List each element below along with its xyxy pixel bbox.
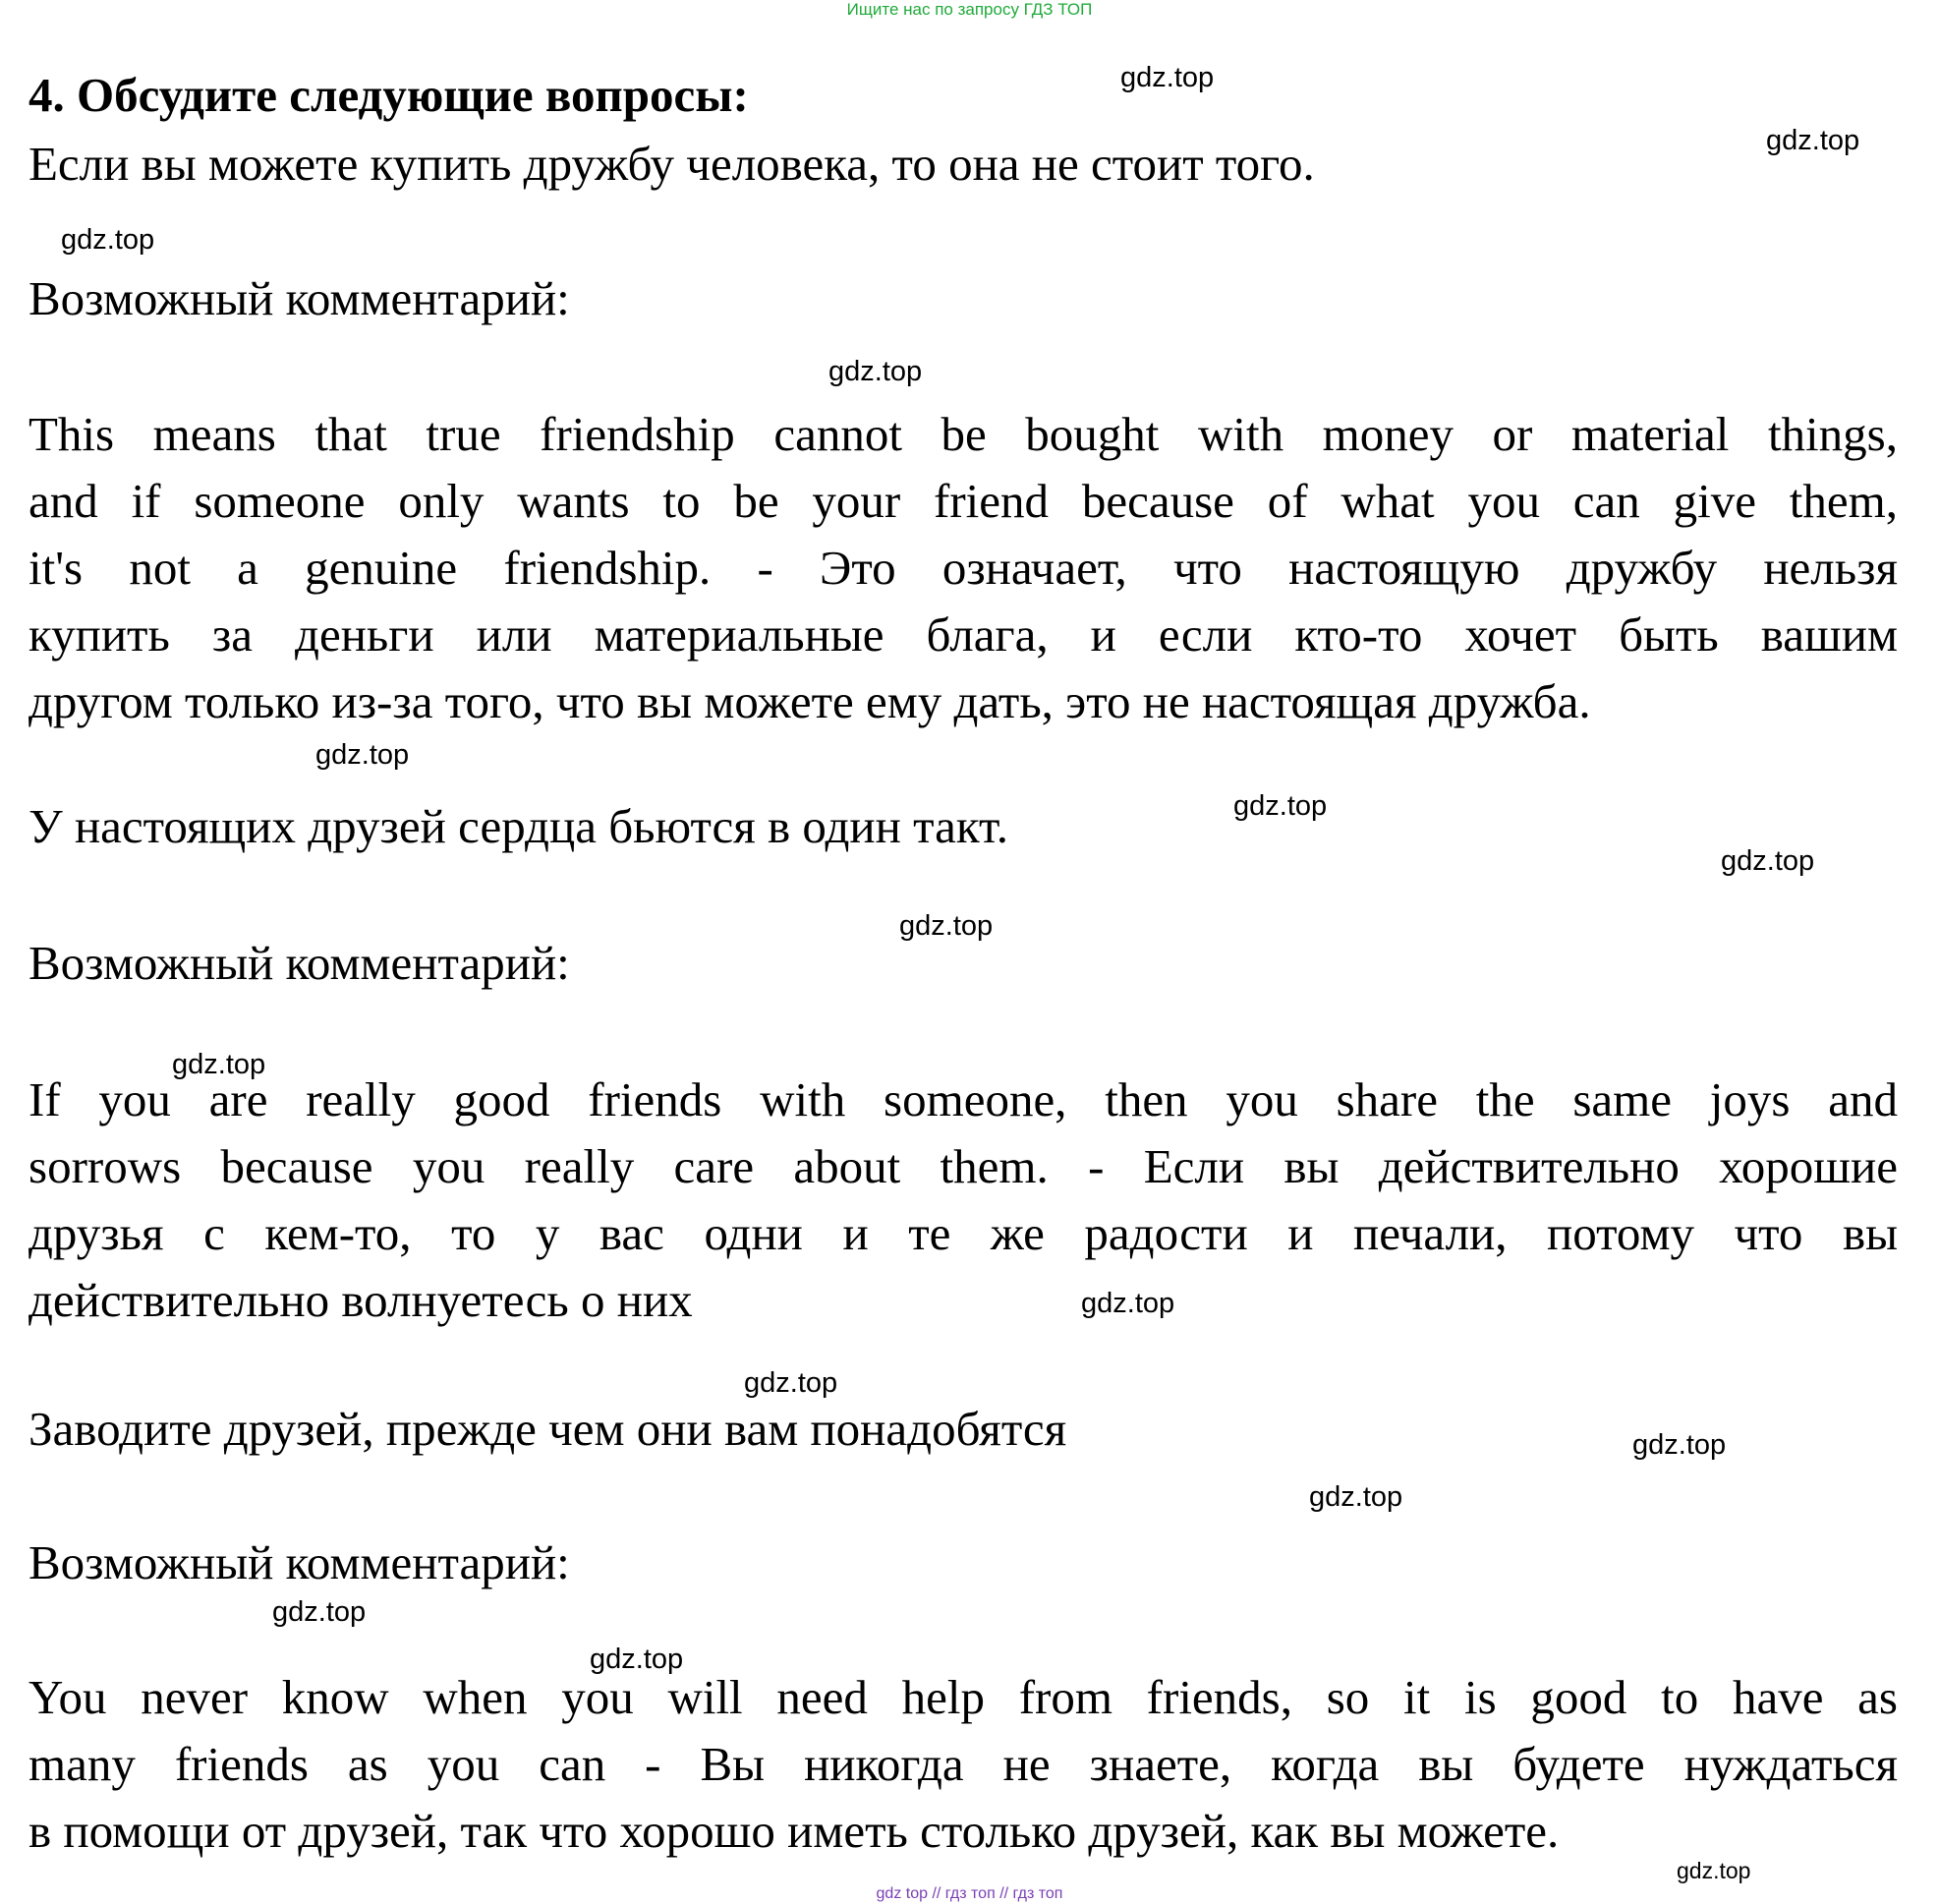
watermark: gdz.top — [744, 1367, 838, 1399]
answer-line: it's not a genuine friendship. - Это означает, что настоящую дружбу нельзя — [29, 541, 1898, 595]
question-2-comment-label: Возможный комментарий: — [29, 936, 570, 990]
answer-line: действительно волнуетесь о них — [29, 1273, 693, 1327]
watermark: gdz.top — [1233, 790, 1328, 822]
question-3-prompt: Заводите друзей, прежде чем они вам понадобятся — [29, 1402, 1067, 1456]
answer-line: You never know when you will need help from friends, so it is good to have as — [29, 1670, 1898, 1724]
watermark: gdz.top — [172, 1049, 266, 1080]
question-1-prompt: Если вы можете купить дружбу человека, то она не стоит того. — [29, 137, 1315, 191]
watermark: gdz.top — [1120, 62, 1215, 93]
footer-links: gdz top // гдз топ // гдз топ — [876, 1885, 1063, 1902]
answer-line: If you are really good friends with someone, then you share the same joys and — [29, 1072, 1898, 1126]
answer-line: This means that true friendship cannot be bought with money or material things, — [29, 407, 1898, 461]
watermark: gdz.top — [1721, 845, 1815, 877]
question-2-prompt: У настоящих друзей сердца бьются в один такт. — [29, 799, 1008, 853]
watermark: gdz.top — [61, 224, 155, 256]
question-1-comment-label: Возможный комментарий: — [29, 271, 570, 325]
watermark: gdz.top — [315, 739, 410, 771]
answer-line: купить за деньги или материальные блага, и если кто-то хочет быть вашим — [29, 607, 1898, 662]
answer-line: друзья с кем-то, то у вас одни и те же радости и печали, потому что вы — [29, 1206, 1898, 1260]
watermark: gdz.top — [828, 356, 923, 387]
watermark: gdz.top — [899, 910, 994, 942]
watermark: gdz.top — [272, 1596, 367, 1628]
exercise-heading: 4. Обсудите следующие вопросы: — [29, 68, 749, 122]
question-2-answer — [29, 1067, 1898, 1334]
watermark: gdz.top — [1632, 1429, 1727, 1461]
answer-line: and if someone only wants to be your friend because of what you can give them, — [29, 474, 1898, 528]
watermark: gdz.top — [1766, 125, 1860, 156]
answer-line: в помощи от друзей, так что хорошо иметь столько друзей, как вы можете. — [29, 1804, 1560, 1858]
question-3-comment-label: Возможный комментарий: — [29, 1535, 570, 1589]
watermark: gdz.top — [1081, 1288, 1175, 1319]
top-banner: Ищите нас по запросу ГДЗ ТОП — [846, 0, 1093, 19]
watermark: gdz.top — [1677, 1858, 1751, 1883]
answer-line: другом только из-за того, что вы можете ему дать, это не настоящая дружба. — [29, 674, 1591, 728]
watermark: gdz.top — [1309, 1481, 1403, 1513]
answer-line: sorrows because you really care about them. - Если вы действительно хорошие — [29, 1139, 1898, 1193]
question-3-answer — [29, 1664, 1898, 1865]
watermark: gdz.top — [590, 1644, 684, 1675]
answer-line: many friends as you can - Вы никогда не знаете, когда вы будете нуждаться — [29, 1737, 1898, 1791]
question-1-answer — [29, 401, 1898, 735]
